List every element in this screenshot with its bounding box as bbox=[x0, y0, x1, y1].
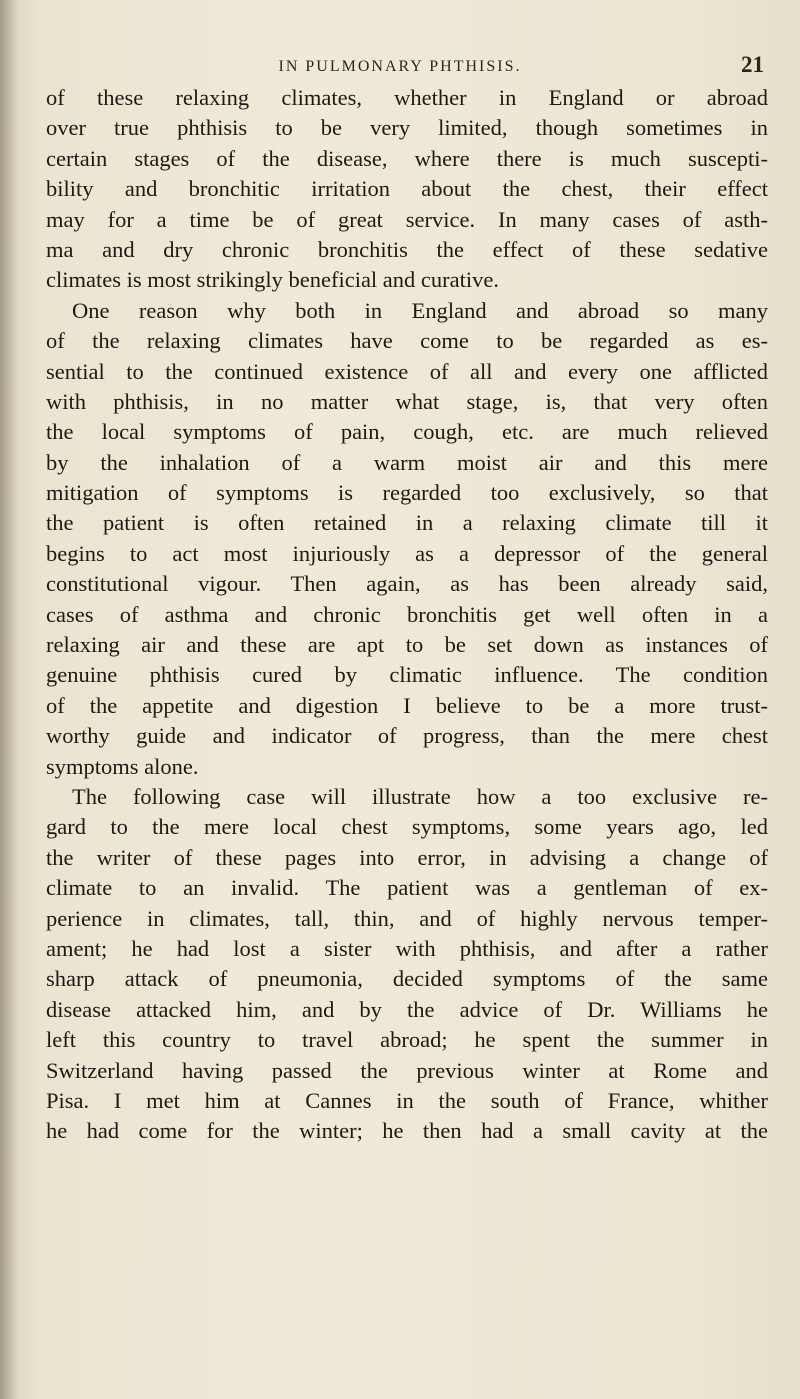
text-line: may for a time be of great service. In many cases of asth- bbox=[46, 206, 768, 232]
text-line: perience in climates, tall, thin, and of highly nervous temper- bbox=[46, 905, 768, 931]
text-line: the patient is often retained in a relaxing climate till it bbox=[46, 510, 768, 536]
body-text bbox=[46, 83, 768, 1147]
text-line: constitutional vigour. Then again, as has been already said, bbox=[46, 571, 768, 597]
text-line: he had come for the winter; he then had a small cavity at the bbox=[46, 1118, 768, 1144]
text-line: One reason why both in England and abroad so many bbox=[72, 297, 768, 323]
text-line: cases of asthma and chronic bronchitis get well often in a bbox=[46, 601, 768, 627]
text-line: gard to the mere local chest symptoms, some years ago, led bbox=[46, 814, 768, 840]
text-line: the local symptoms of pain, cough, etc. are much relieved bbox=[46, 419, 768, 445]
text-line: certain stages of the disease, where there is much suscepti- bbox=[46, 145, 768, 171]
text-line: worthy guide and indicator of progress, than the mere chest bbox=[46, 723, 768, 749]
text-line: Switzerland having passed the previous winter at Rome and bbox=[46, 1057, 768, 1083]
text-line: climates is most strikingly beneficial and curative. bbox=[46, 267, 499, 293]
binding-shadow bbox=[0, 0, 18, 1399]
text-line: symptoms alone. bbox=[46, 753, 199, 779]
text-line: ma and dry chronic bronchitis the effect of these sedative bbox=[46, 236, 768, 262]
text-line: begins to act most injuriously as a depressor of the general bbox=[46, 540, 768, 566]
text-line: of the relaxing climates have come to be regarded as es- bbox=[46, 328, 768, 354]
text-line: relaxing air and these are apt to be set down as instances of bbox=[46, 632, 768, 658]
text-line: ament; he had lost a sister with phthisis, and after a rather bbox=[46, 935, 768, 961]
text-line: left this country to travel abroad; he spent the summer in bbox=[46, 1027, 768, 1053]
text-line: over true phthisis to be very limited, though sometimes in bbox=[46, 115, 768, 141]
page-number: 21 bbox=[741, 52, 764, 77]
text-line: sharp attack of pneumonia, decided symptoms of the same bbox=[46, 966, 768, 992]
text-line: with phthisis, in no matter what stage, is, that very often bbox=[46, 388, 768, 414]
text-line: genuine phthisis cured by climatic influence. The condition bbox=[46, 662, 768, 688]
running-title: IN PULMONARY PHTHISIS. bbox=[278, 58, 522, 75]
running-head bbox=[0, 52, 800, 82]
text-line: climate to an invalid. The patient was a gentleman of ex- bbox=[46, 875, 768, 901]
text-line: sential to the continued existence of all and every one afflicted bbox=[46, 358, 768, 384]
text-line: disease attacked him, and by the advice of Dr. Williams he bbox=[46, 996, 768, 1022]
text-line: by the inhalation of a warm moist air and this mere bbox=[46, 449, 768, 475]
text-line: bility and bronchitic irritation about the chest, their effect bbox=[46, 176, 768, 202]
text-line: the writer of these pages into error, in advising a change of bbox=[46, 844, 768, 870]
text-line: of these relaxing climates, whether in England or abroad bbox=[46, 85, 768, 110]
text-line: of the appetite and digestion I believe to be a more trust- bbox=[46, 692, 768, 718]
text-line: The following case will illustrate how a too exclusive re- bbox=[72, 783, 768, 809]
text-line: mitigation of symptoms is regarded too exclusively, so that bbox=[46, 480, 768, 506]
text-line: Pisa. I met him at Cannes in the south of France, whither bbox=[46, 1087, 768, 1113]
